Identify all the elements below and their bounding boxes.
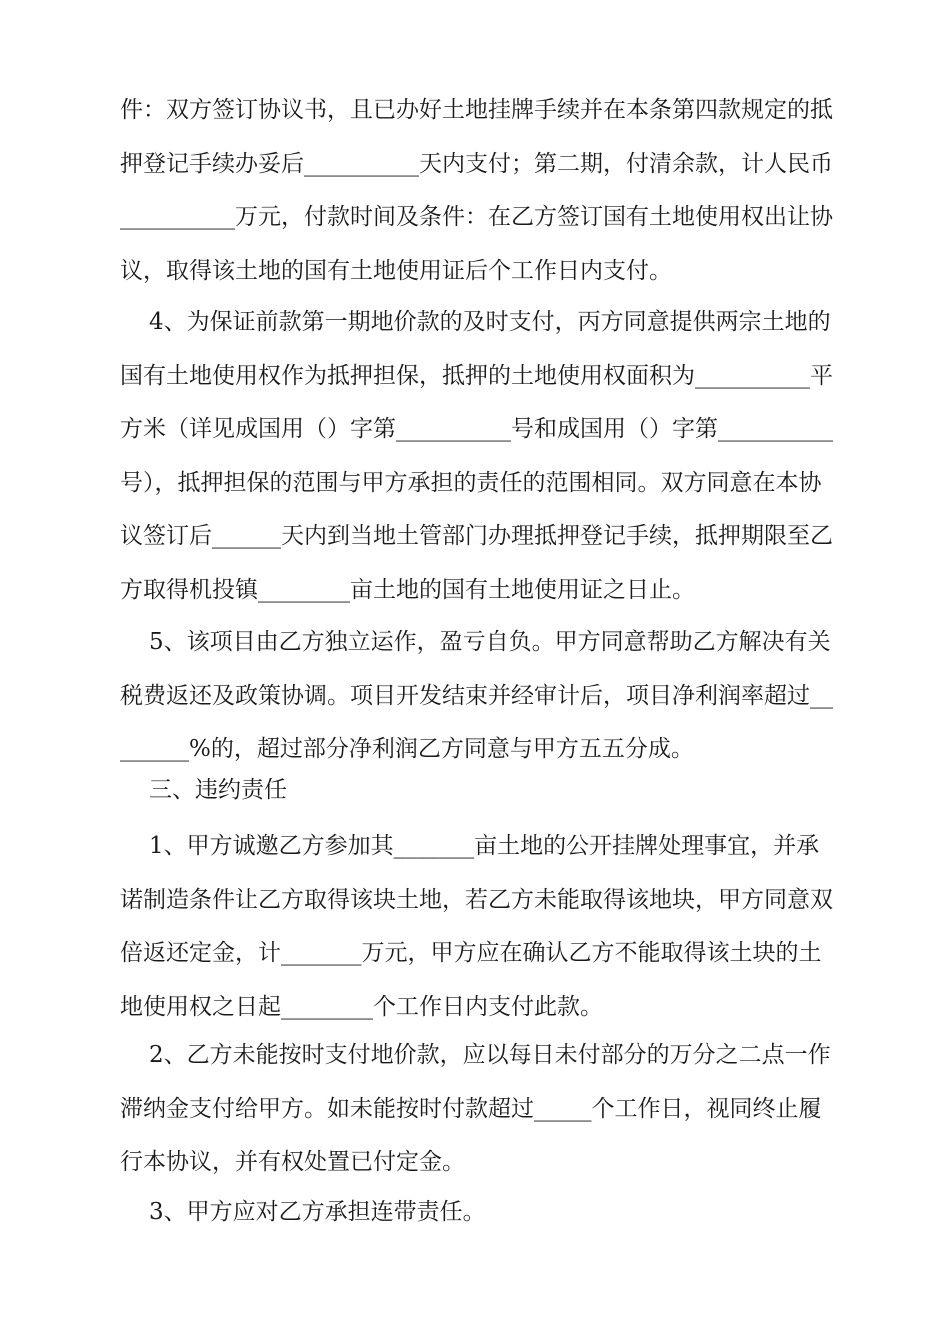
paragraph-payment-terms: 件：双方签订协议书，且已办好土地挂牌手续并在本条第四款规定的抵押登记手续办妥后__________天内支付；第二期，付清余款，计人民币__________万元，付款时间及条件：在乙方签订国有土地使用权出让协议，取得该土地的国有土地使用证后个工作日内支付。	[120, 97, 833, 284]
section-heading-liability: 三、违约责任	[149, 777, 287, 803]
paragraph-clause-4-mortgage: 4、为保证前款第一期地价款的及时支付，丙方同意提供两宗土地的国有土地使用权作为抵押担保，抵押的土地使用权面积为__________平方米（详见成国用（）字第__________号和成国用（）字第__________号），抵押担保的范围与甲方承担的责任的范围相同。双方同意在本协议签订后______天内到当地土管部门办理抵押登记手续，抵押期限至乙方取得机投镇________亩土地的国有土地使用证之日止。	[120, 309, 833, 603]
paragraph-liability-3: 3、甲方应对乙方承担连带责任。	[149, 1199, 486, 1225]
paragraph-clause-5-profit-sharing: 5、该项目由乙方独立运作，盈亏自负。甲方同意帮助乙方解决有关税费返还及政策协调。项目开发结束并经审计后，项目净利润率超过________%的，超过部分净利润乙方同意与甲方五五分成。	[120, 629, 833, 762]
paragraph-liability-1: 1、甲方诚邀乙方参加其_______亩土地的公开挂牌处理事宜，并承诺制造条件让乙方取得该块土地，若乙方未能取得该地块，甲方同意双倍返还定金，计_______万元，甲方应在确认乙方不能取得该土块的土地使用权之日起________个工作日内支付此款。	[120, 833, 833, 1020]
paragraph-liability-2: 2、乙方未能按时支付地价款，应以每日未付部分的万分之二点一作滞纳金支付给甲方。如未能按时付款超过_____个工作日，视同终止履行本协议，并有权处置已付定金。	[120, 1042, 831, 1175]
